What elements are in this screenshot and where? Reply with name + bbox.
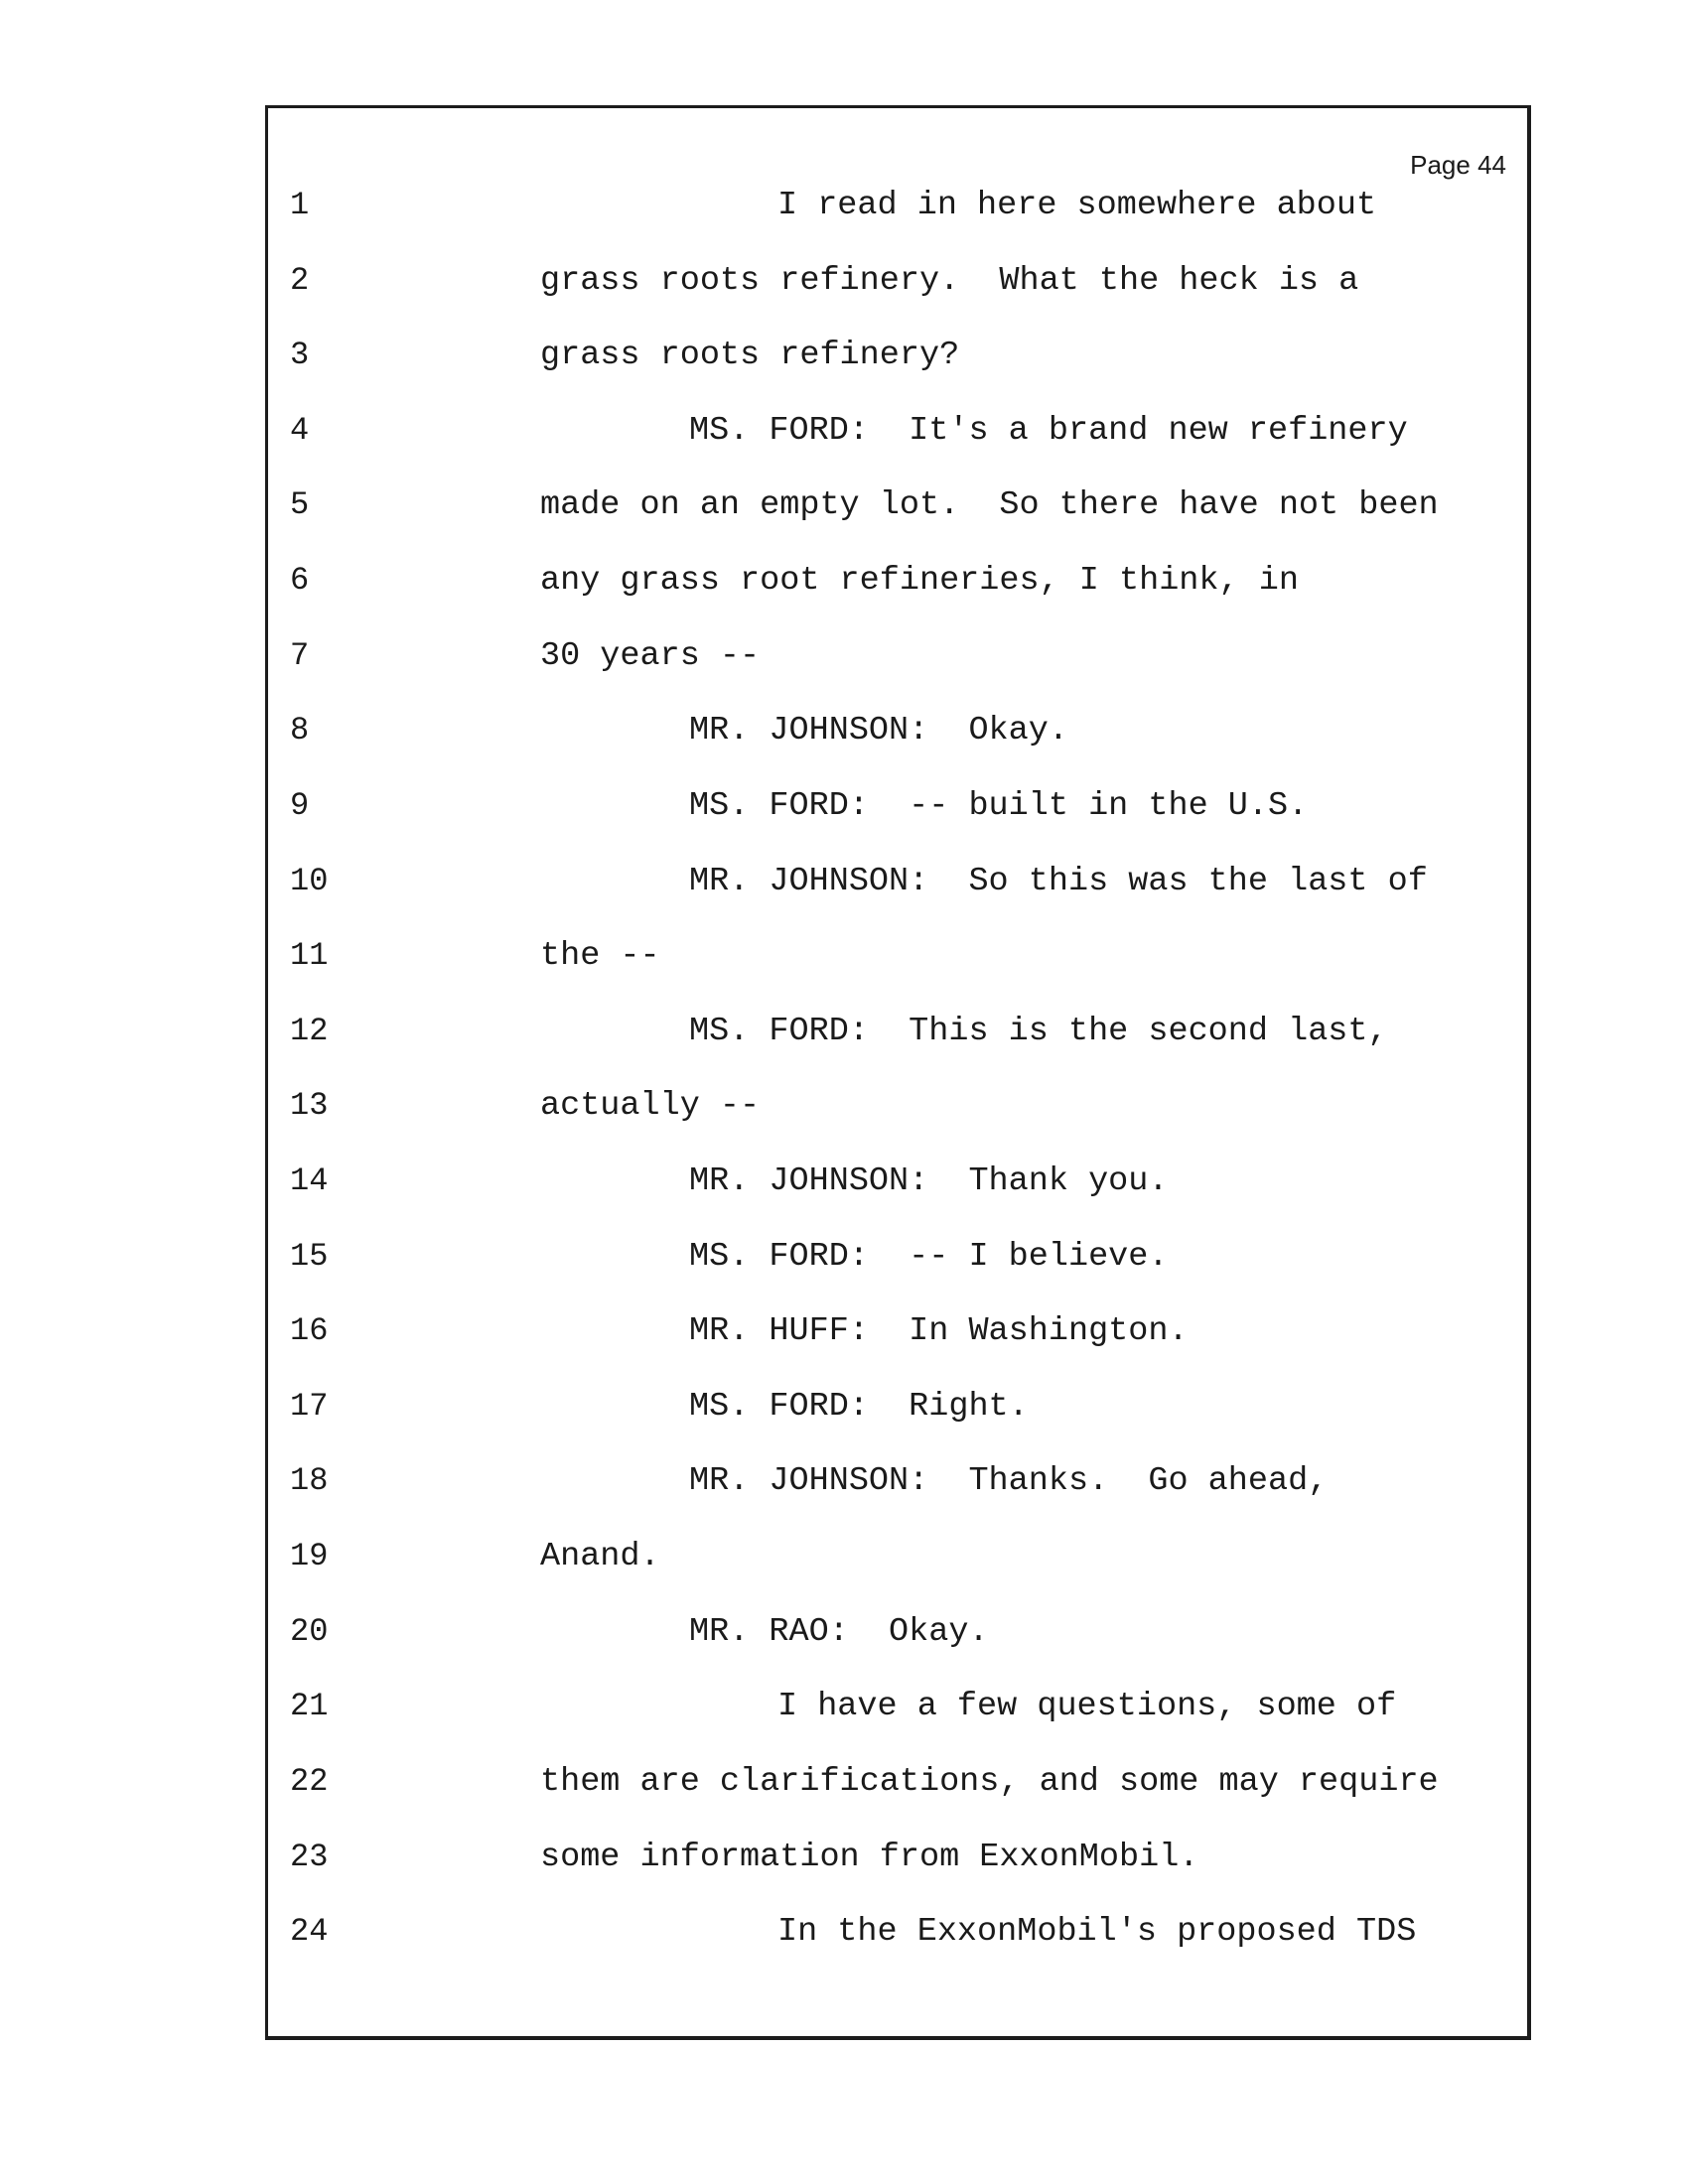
line-text: I have a few questions, some of xyxy=(777,1688,1397,1725)
line-text: MR. JOHNSON: So this was the last of xyxy=(689,863,1428,900)
transcript-line xyxy=(268,186,1527,245)
transcript-line xyxy=(268,1012,1527,1071)
transcript-line xyxy=(268,1612,1527,1672)
line-number: 7 xyxy=(290,637,310,674)
transcript-line xyxy=(268,1461,1527,1521)
transcript-line xyxy=(268,1311,1527,1371)
transcript-page xyxy=(265,105,1531,2040)
line-text: MR. HUFF: In Washington. xyxy=(689,1312,1189,1350)
line-text: made on an empty lot. So there have not been xyxy=(540,486,1439,524)
page-number: Page 44 xyxy=(1410,150,1506,180)
line-number: 18 xyxy=(290,1462,329,1499)
line-text: the -- xyxy=(540,937,660,975)
transcript-line xyxy=(268,1537,1527,1596)
transcript-line xyxy=(268,411,1527,471)
transcript-line xyxy=(268,786,1527,846)
transcript-line xyxy=(268,1912,1527,1972)
line-text: I read in here somewhere about xyxy=(777,187,1377,224)
line-text: MS. FORD: -- I believe. xyxy=(689,1238,1169,1276)
line-number: 4 xyxy=(290,412,310,449)
line-number: 17 xyxy=(290,1388,329,1425)
line-text: MS. FORD: It's a brand new refinery xyxy=(689,412,1408,450)
line-number: 15 xyxy=(290,1238,329,1275)
transcript-line xyxy=(268,485,1527,545)
line-number: 23 xyxy=(290,1839,329,1875)
line-number: 20 xyxy=(290,1613,329,1650)
line-text: MR. JOHNSON: Okay. xyxy=(689,712,1068,750)
line-number: 12 xyxy=(290,1013,329,1049)
line-text: grass roots refinery? xyxy=(540,337,960,374)
line-number: 1 xyxy=(290,187,310,223)
transcript-line xyxy=(268,336,1527,395)
line-number: 24 xyxy=(290,1913,329,1950)
transcript-line xyxy=(268,636,1527,696)
line-number: 11 xyxy=(290,937,329,974)
line-text: In the ExxonMobil's proposed TDS xyxy=(777,1913,1417,1951)
line-number: 14 xyxy=(290,1162,329,1199)
line-text: MS. FORD: -- built in the U.S. xyxy=(689,787,1309,825)
transcript-line xyxy=(268,1086,1527,1146)
transcript-line xyxy=(268,711,1527,770)
line-text: 30 years -- xyxy=(540,637,761,675)
transcript-line xyxy=(268,1838,1527,1897)
transcript-line xyxy=(268,1237,1527,1297)
transcript-line xyxy=(268,1387,1527,1446)
line-text: any grass root refineries, I think, in xyxy=(540,562,1299,600)
line-text: MS. FORD: This is the second last, xyxy=(689,1013,1388,1050)
line-number: 6 xyxy=(290,562,310,599)
transcript-line xyxy=(268,1161,1527,1221)
line-text: some information from ExxonMobil. xyxy=(540,1839,1199,1876)
transcript-line xyxy=(268,1687,1527,1746)
line-text: MR. RAO: Okay. xyxy=(689,1613,989,1651)
line-number: 2 xyxy=(290,262,310,299)
line-text: Anand. xyxy=(540,1538,660,1575)
transcript-line xyxy=(268,561,1527,620)
line-number: 19 xyxy=(290,1538,329,1574)
line-text: MS. FORD: Right. xyxy=(689,1388,1029,1426)
transcript-line xyxy=(268,862,1527,921)
transcript-line xyxy=(268,936,1527,996)
line-number: 8 xyxy=(290,712,310,749)
line-text: them are clarifications, and some may require xyxy=(540,1763,1439,1801)
line-text: grass roots refinery. What the heck is a xyxy=(540,262,1359,300)
line-number: 9 xyxy=(290,787,310,824)
line-text: MR. JOHNSON: Thank you. xyxy=(689,1162,1169,1200)
line-number: 5 xyxy=(290,486,310,523)
transcript-line xyxy=(268,261,1527,321)
line-number: 13 xyxy=(290,1087,329,1124)
line-text: MR. JOHNSON: Thanks. Go ahead, xyxy=(689,1462,1329,1500)
line-number: 22 xyxy=(290,1763,329,1800)
line-number: 10 xyxy=(290,863,329,899)
line-number: 16 xyxy=(290,1312,329,1349)
transcript-line xyxy=(268,1762,1527,1822)
line-number: 3 xyxy=(290,337,310,373)
line-number: 21 xyxy=(290,1688,329,1724)
line-text: actually -- xyxy=(540,1087,761,1125)
